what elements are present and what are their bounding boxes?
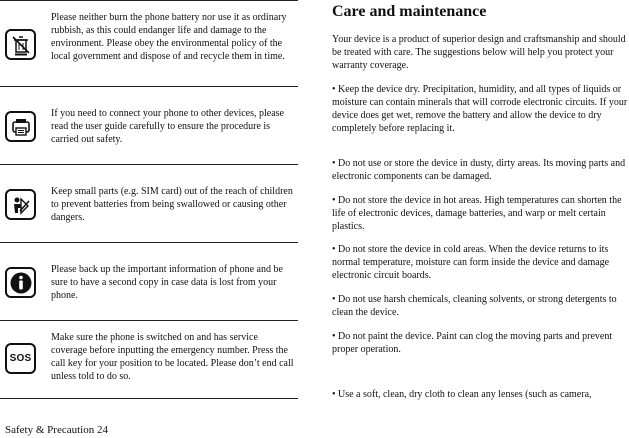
sos-icon: SOS — [5, 343, 36, 374]
section-title: Care and maintenance — [332, 3, 487, 20]
safety-row-connect — [0, 86, 298, 165]
care-bullet: • Keep the device dry. Precipitation, humidity, and all types of liquids or moisture can contain minerals that will corrode electronic circuits. If your device does get wet, remove the battery and allow the device to dry completely before replacing it. — [332, 84, 628, 134]
care-bullet: • Do not use harsh chemicals, cleaning solvents, or strong detergents to clean the device. — [332, 294, 617, 318]
safety-row-emergency — [0, 320, 298, 399]
care-bullet: • Do not use or store the device in dusty, dirty areas. Its moving parts and electronic components can be damaged. — [332, 158, 626, 182]
safety-text-small-parts: Keep small parts (e.g. SIM card) out of the reach of children to prevent batteries from being swallowed or causing other dangers. — [51, 186, 293, 223]
care-bullet: • Do not store the device in hot areas. High temperatures can shorten the life of electronic devices, damage batteries, and warp or melt certain plastics. — [332, 195, 622, 232]
info-icon — [5, 267, 36, 298]
user-guide-icon — [5, 111, 36, 142]
safety-row-backup — [0, 242, 298, 321]
safety-text-emergency: Make sure the phone is switched on and has service coverage before inputting the emergency number. Press the call key for your position to be located. Please don’t end call unless told to do so. — [51, 332, 294, 382]
safety-row-battery — [0, 0, 298, 87]
page-footer: Safety & Precaution 24 — [5, 424, 108, 436]
care-bullet: • Use a soft, clean, dry cloth to clean any lenses (such as camera, — [332, 389, 592, 400]
care-bullet: • Do not paint the device. Paint can clog the moving parts and prevent proper operation. — [332, 331, 613, 355]
safety-text-connect: If you need to connect your phone to other devices, please read the user guide carefully to ensure the procedure is carried out safety. — [51, 108, 284, 145]
care-intro: Your device is a product of superior design and craftsmanship and should be treated with care. The suggestions below will help you protect your warranty coverage. — [332, 34, 626, 71]
safety-row-small-parts — [0, 164, 298, 243]
safety-text-battery: Please neither burn the phone battery nor use it as ordinary rubbish, as this could endanger life and damage to the environment. Please obey the environmental policy of the local government and dispose of and recycle them in time. — [51, 12, 287, 62]
safety-text-backup: Please back up the important information of phone and be sure to have a second copy in case data is lost from your phone. — [51, 264, 283, 301]
small-parts-child-icon — [5, 189, 36, 220]
care-bullet: • Do not store the device in cold areas. When the device returns to its normal temperature, moisture can form inside the device and damage electronic circuit boards. — [332, 244, 610, 281]
table-bottom-divider — [0, 398, 298, 399]
recycle-bin-icon — [5, 29, 36, 60]
